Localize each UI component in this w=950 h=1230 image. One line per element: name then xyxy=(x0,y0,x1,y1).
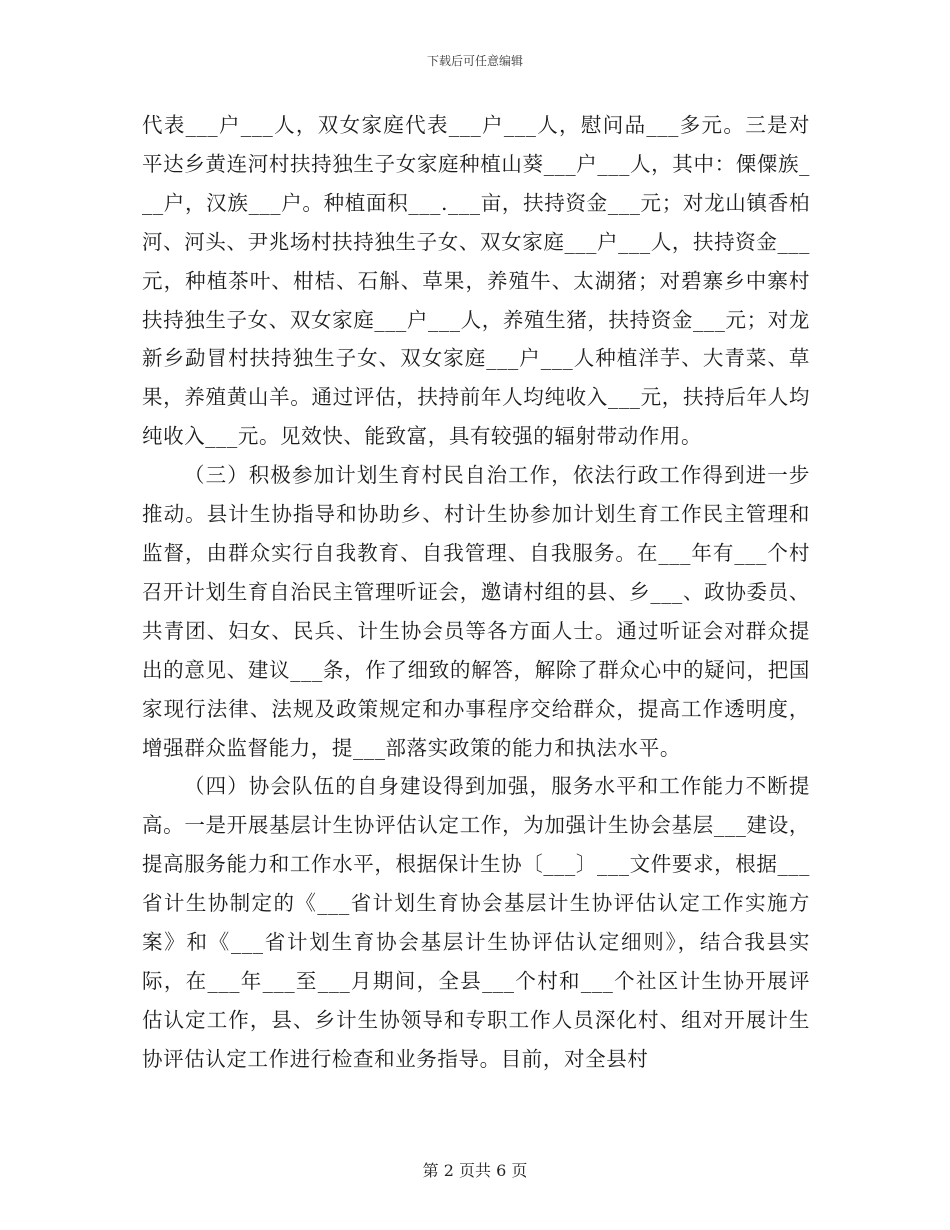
document-body xyxy=(142,106,810,1079)
paragraph-continued: 代表___户___人，双女家庭代表___户___人，慰问品___多元。三是对平达乡黄连河村扶持独生子女家庭种植山葵___户___人，其中：傈僳族___户，汉族___户。种植面积___.___亩，扶持资金___元；对龙山镇香柏河、河头、尹兆场村扶持独生子女、双女家庭___户___人，扶持资金___元，种植茶叶、柑桔、石斛、草果，养殖牛、太湖猪；对碧寨乡中寨村扶持独生子女、双女家庭___户___人，养殖生猪，扶持资金___元；对龙新乡勐冒村扶持独生子女、双女家庭___户___人种植洋芋、大青菜、草果，养殖黄山羊。通过评估，扶持前年人均纯收入___元，扶持后年人均纯收入___元。见效快、能致富，具有较强的辐射带动作用。 xyxy=(142,113,810,449)
page-header: 下载后可任意编辑 xyxy=(426,54,523,68)
page-number: 第 2 页共 6 页 xyxy=(422,1161,528,1180)
paragraph-section-three: （三）积极参加计划生育村民自治工作，依法行政工作得到进一步推动。县计生协指导和协助乡、村计生协参加计划生育工作民主管理和监督，由群众实行自我教育、自我管理、自我服务。在___年有___个村召开计划生育自治民主管理听证会，邀请村组的县、乡___、政协委员、共青团、妇女、民兵、计生协会员等各方面人士。通过听证会对群众提出的意见、建议___条，作了细致的解答，解除了群众心中的疑问，把国家现行法律、法规及政策规定和办事程序交给群众，提高工作透明度，增强群众监督能力，提___部落实政策的能力和执法水平。 xyxy=(142,463,810,760)
paragraph-section-four: （四）协会队伍的自身建设得到加强，服务水平和工作能力不断提高。一是开展基层计生协评估认定工作，为加强计生协会基层___建设，提高服务能力和工作水平，根据保计生协〔___〕___文件要求，根据___省计生协制定的《___省计划生育协会基层计生协评估认定工作实施方案》和《___省计划生育协会基层计生协评估认定细则》，结合我县实际，在___年___至___月期间，全县___个村和___个社区计生协开展评估认定工作，县、乡计生协领导和专职工作人员深化村、组对开展计生协评估认定工作进行检查和业务指导。目前，对全县村 xyxy=(142,774,810,1071)
